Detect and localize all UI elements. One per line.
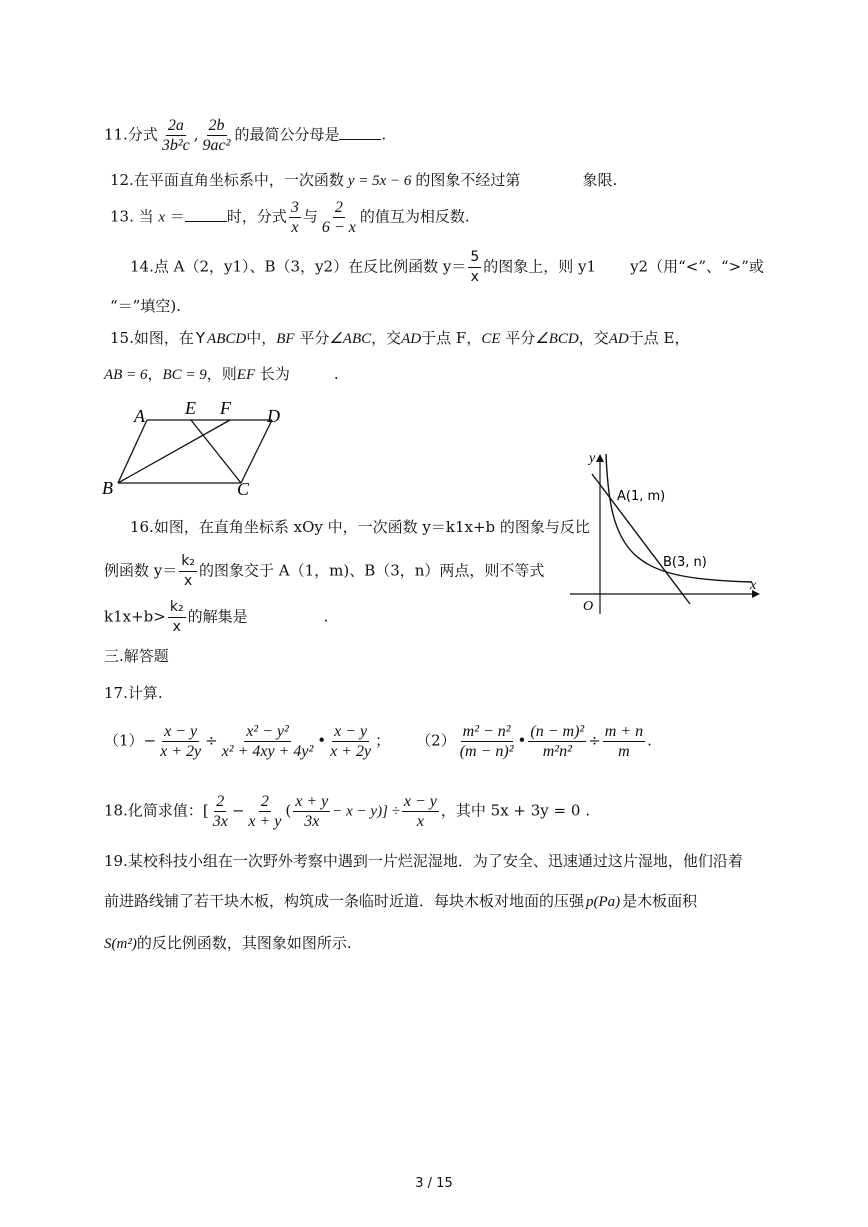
label-origin: O [583, 599, 594, 614]
question-16: 16.如图，在直角坐标系 xOy 中，一次函数 y＝k1x+b 的图象与反比 [130, 518, 590, 536]
label-x-axis: x [750, 578, 757, 593]
answer-blank [185, 207, 227, 222]
question-16-line-2: 例函数 y＝ $\frac{\text{k₂}}{x}$ 的图象交于 A（1，m)、B（3，n）两点，则不等式 [104, 553, 545, 589]
y-axis-arrow [596, 454, 604, 462]
fraction: $\frac{2}{3x}$ [212, 793, 228, 830]
fraction: $\frac{m + n}{m}$ [604, 723, 644, 760]
fraction: $\frac{\text{x² − y²}}{\text{x² + 4xy + 4y²}}$ [221, 723, 314, 760]
fraction: $\frac{2b}{\text{9ac²}}$ [202, 117, 231, 154]
parallelogram-figure [96, 394, 296, 504]
fraction: $\frac{2a}{\text{3b²c}}$ [161, 117, 190, 154]
label-e: E [185, 398, 196, 418]
question-18: 18.化简求值：[ $\frac{2}{3x}$ − $\frac{2}{x + y}$ ( $\frac{x + y}{3x}$ − x − y)] ÷ $\frac{x - y}{x}$ ，其中 5x + 3y = 0 . [104, 793, 590, 830]
question-13: 13. 当 x ＝ 时，分式 $\frac{3}{x}$ 与 $\frac{2}{6 - x}$ 的值互为相反数. [110, 199, 470, 236]
answer-blank [339, 125, 381, 140]
label-d: D [267, 406, 280, 426]
page-number: 3 / 15 [415, 1176, 453, 1191]
question-19-line-3: S(m²)的反比例函数，其图象如图所示. [104, 934, 352, 952]
fraction: $\frac{x - y}{x + 2y}$ [330, 723, 372, 760]
question-17-title: 17.计算. [104, 684, 163, 702]
fraction: $\frac{2}{x + y}$ [248, 793, 282, 830]
question-15: 15.如图，在 Y ABCD中，BF 平分∠ABC，交AD于点 F，CE 平分∠BCD，交AD于点 E， [110, 329, 690, 347]
question-12: 12.在平面直角坐标系中，一次函数 y = 5x − 6 的图象不经过第 象限. [110, 171, 618, 189]
question-17-parts: （1）− $\frac{x - y}{x + 2y}$ ÷ $\frac{\text{x² − y²}}{\text{x² + 4xy + 4y²}}$ • $\frac{x - y}{x + 2y}$ ； （2） $\frac{\text{m² − n²}}{\text{(m − n)²}}$ • $\frac{\text{(n − m)²}}{\text{m²n²}}$ ÷ $\frac{m + n}{m}$ . [104, 723, 652, 760]
edge-ab [118, 420, 147, 483]
question-16-line-3: k1x+b> $\frac{\text{k₂}}{x}$ 的解集是 . [104, 599, 329, 635]
segment-bf [118, 420, 230, 483]
label-b: B [102, 478, 113, 498]
label-a: A [134, 406, 145, 426]
fraction: $\frac{x - y}{x}$ [403, 793, 437, 830]
question-11: 11.分式 $\frac{2a}{\text{3b²c}}$ , $\frac{2b}{\text{9ac²}}$ 的最简公分母是 . [104, 117, 387, 154]
question-15-line-2: AB = 6，BC = 9，则EF 长为 . [104, 365, 339, 383]
section-heading: 三.解答题 [104, 647, 169, 665]
fraction: $\frac{3}{x}$ [290, 199, 299, 236]
segment-ce [191, 420, 241, 483]
fraction: $\frac{5}{x}$ [470, 249, 480, 285]
question-14: 14.点 A（2，y1）、B（3，y2）在反比例函数 y＝ $\frac{5}{x}$ 的图象上，则 y1 y2（用“<”、“>”或 [130, 249, 764, 285]
label-f: F [220, 398, 231, 418]
function-graph-figure [570, 444, 770, 616]
label-y-axis: y [589, 451, 596, 466]
fraction: $\frac{x - y}{x + 2y}$ [160, 723, 202, 760]
question-19: 19.某校科技小组在一次野外考察中遇到一片烂泥湿地．为了安全、迅速通过这片湿地，他们沿着 [104, 852, 743, 870]
question-14-line-2: “＝”填空). [110, 297, 181, 315]
label-point-b: B(3, n) [663, 555, 707, 570]
edge-cd [241, 420, 272, 483]
label-point-a: A(1, m) [617, 489, 666, 504]
fraction: $\frac{\text{k₂}}{x}$ [181, 553, 195, 589]
fraction: $\frac{\text{m² − n²}}{\text{(m − n)²}}$ [459, 723, 514, 760]
fraction: $\frac{\text{(n − m)²}}{\text{m²n²}}$ [530, 723, 585, 760]
fraction: $\frac{2}{6 - x}$ [321, 199, 356, 236]
question-19-line-2: 前进路线铺了若干块木板，构筑成一条临时近道．每块木板对地面的压强 p(Pa) 是木板面积 [104, 892, 698, 910]
fraction: $\frac{x + y}{3x}$ [295, 793, 329, 830]
fraction: $\frac{\text{k₂}}{x}$ [169, 599, 184, 635]
label-c: C [237, 479, 250, 499]
